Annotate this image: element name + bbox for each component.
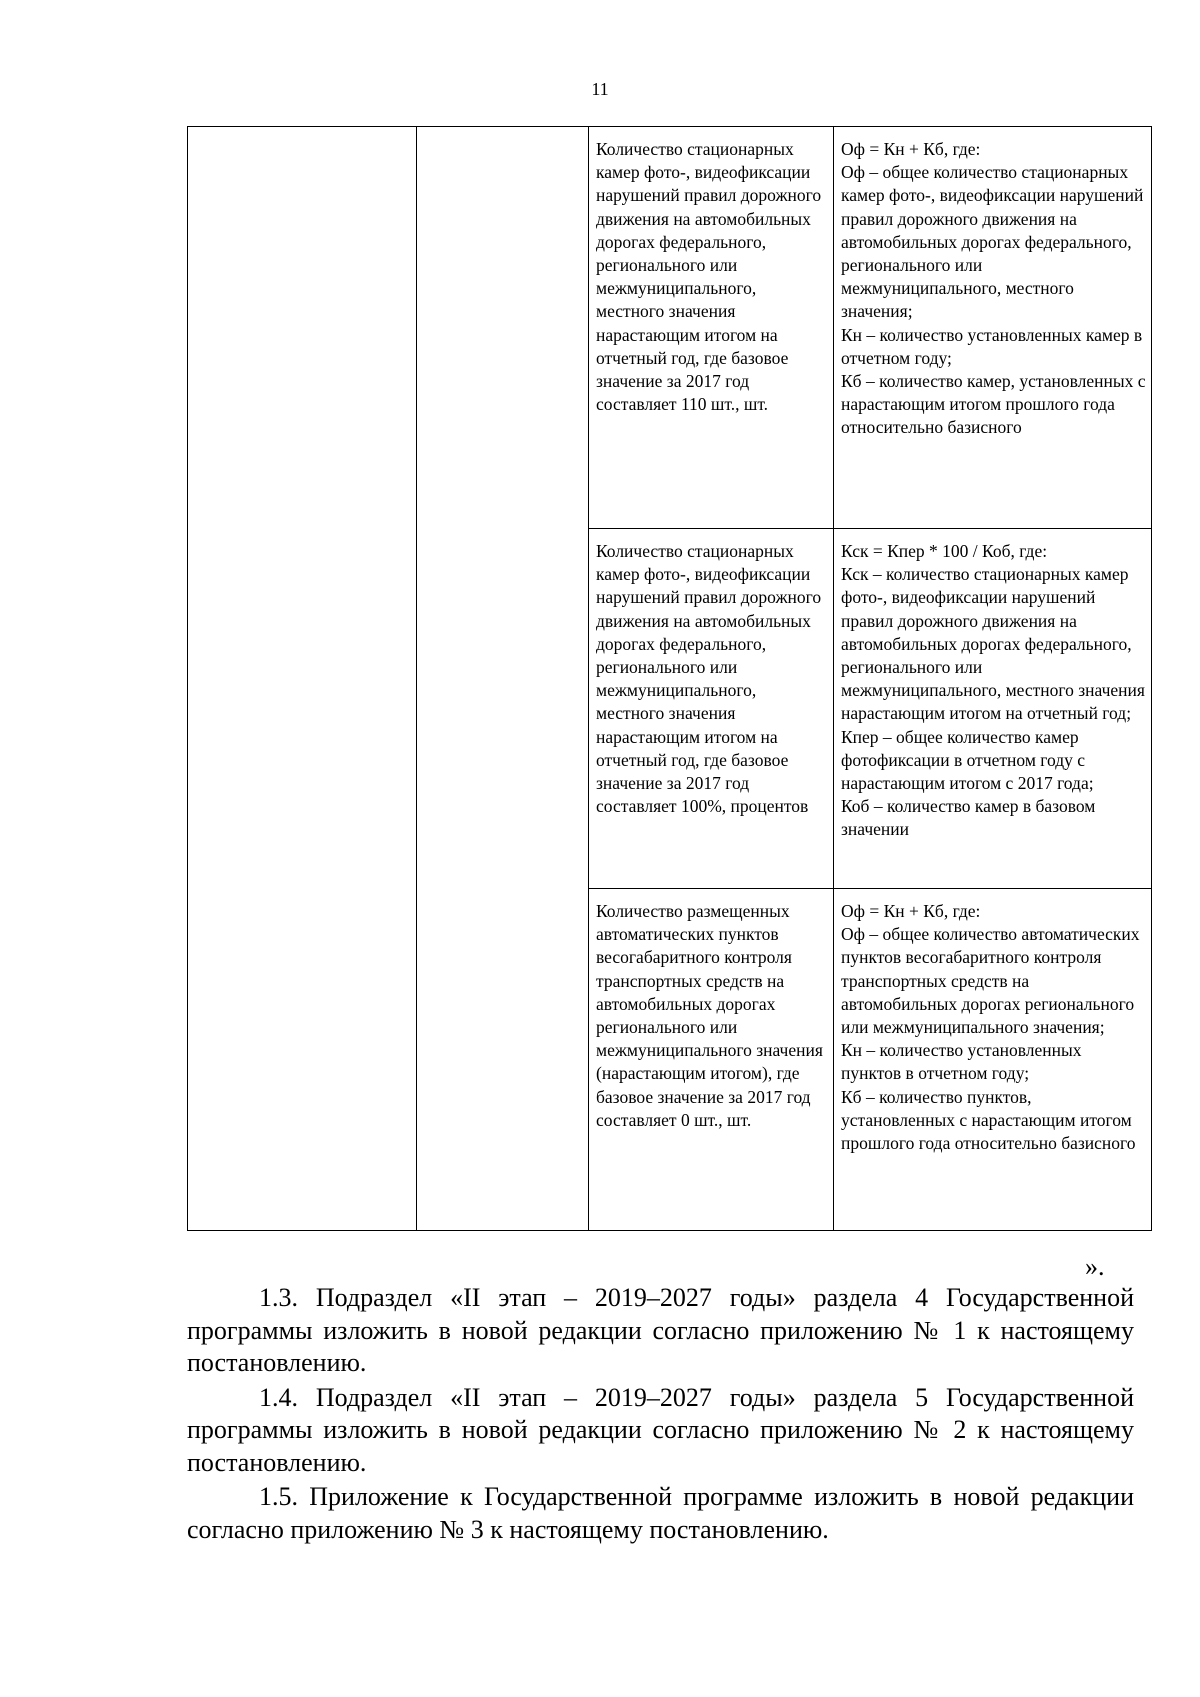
indicator-cell: Количество стационарных камер фото-, видеофиксации нарушений правил дорожного движения на автомобильных дорогах федерального, регионального или межмуниципального, местного значения нарастающим итогом на отчетный год, где базовое значение за 2017 год составляет 110 шт., шт.: [589, 127, 834, 529]
formula-cell: Кск = Кпер * 100 / Коб, где: Кск – количество стационарных камер фото-, видеофиксации нарушений правил дорожного движения на автомобильных дорогах федерального, регионального или межмуниципального, местного значения нарастающим итогом на отчетный год; Кпер – общее количество камер фотофиксации в отчетном году с нарастающим итогом с 2017 года; Коб – количество камер в базовом значении: [834, 529, 1152, 889]
formula-cell: Оф = Кн + Кб, где: Оф – общее количество стационарных камер фото-, видеофиксации нарушений правил дорожного движения на автомобильных дорогах федерального, регионального или межмуниципального, местного значения; Кн – количество установленных камер в отчетном году; Кб – количество камер, установленных с нарастающим итогом прошлого года относительно базисного: [834, 127, 1152, 529]
indicator-cell: Количество размещенных автоматических пунктов весогабаритного контроля транспортных средств на автомобильных дорогах регионального или межмуниципального значения (нарастающим итогом), где базовое значение за 2017 год составляет 0 шт., шт.: [589, 889, 834, 1231]
indicators-table: [187, 126, 1152, 1231]
paragraph-1-5: 1.5. Приложение к Государственной программе изложить в новой редакции согласно приложению № 3 к настоящему постановлению.: [187, 1482, 1134, 1544]
page-number: 11: [591, 79, 609, 99]
amendment-paragraphs: [187, 1282, 1134, 1548]
paragraph-1-4: 1.4. Подраздел «II этап – 2019–2027 годы» раздела 5 Государственной программы изложить в новой редакции согласно приложению № 2 к настоящему постановлению.: [187, 1382, 1134, 1477]
indicator-cell: Количество стационарных камер фото-, видеофиксации нарушений правил дорожного движения на автомобильных дорогах федерального, регионального или межмуниципального, местного значения нарастающим итогом на отчетный год, где базовое значение за 2017 год составляет 100%, процентов: [589, 529, 834, 889]
paragraph-1-3: 1.3. Подраздел «II этап – 2019–2027 годы» раздела 4 Государственной программы изложить в новой редакции согласно приложению № 1 к настоящему постановлению.: [187, 1283, 1134, 1377]
table-row: [188, 127, 1152, 529]
table-cell-empty-col1: [188, 127, 417, 1231]
closing-quote: ».: [1085, 1252, 1105, 1281]
formula-cell: Оф = Кн + Кб, где: Оф – общее количество автоматических пунктов весогабаритного контроля транспортных средств на автомобильных дорогах регионального или межмуниципального значения; Кн – количество установленных пунктов в отчетном году; Кб – количество пунктов, установленных с нарастающим итогом прошлого года относительно базисного: [834, 889, 1152, 1231]
table-cell-empty-col2: [417, 127, 589, 1231]
